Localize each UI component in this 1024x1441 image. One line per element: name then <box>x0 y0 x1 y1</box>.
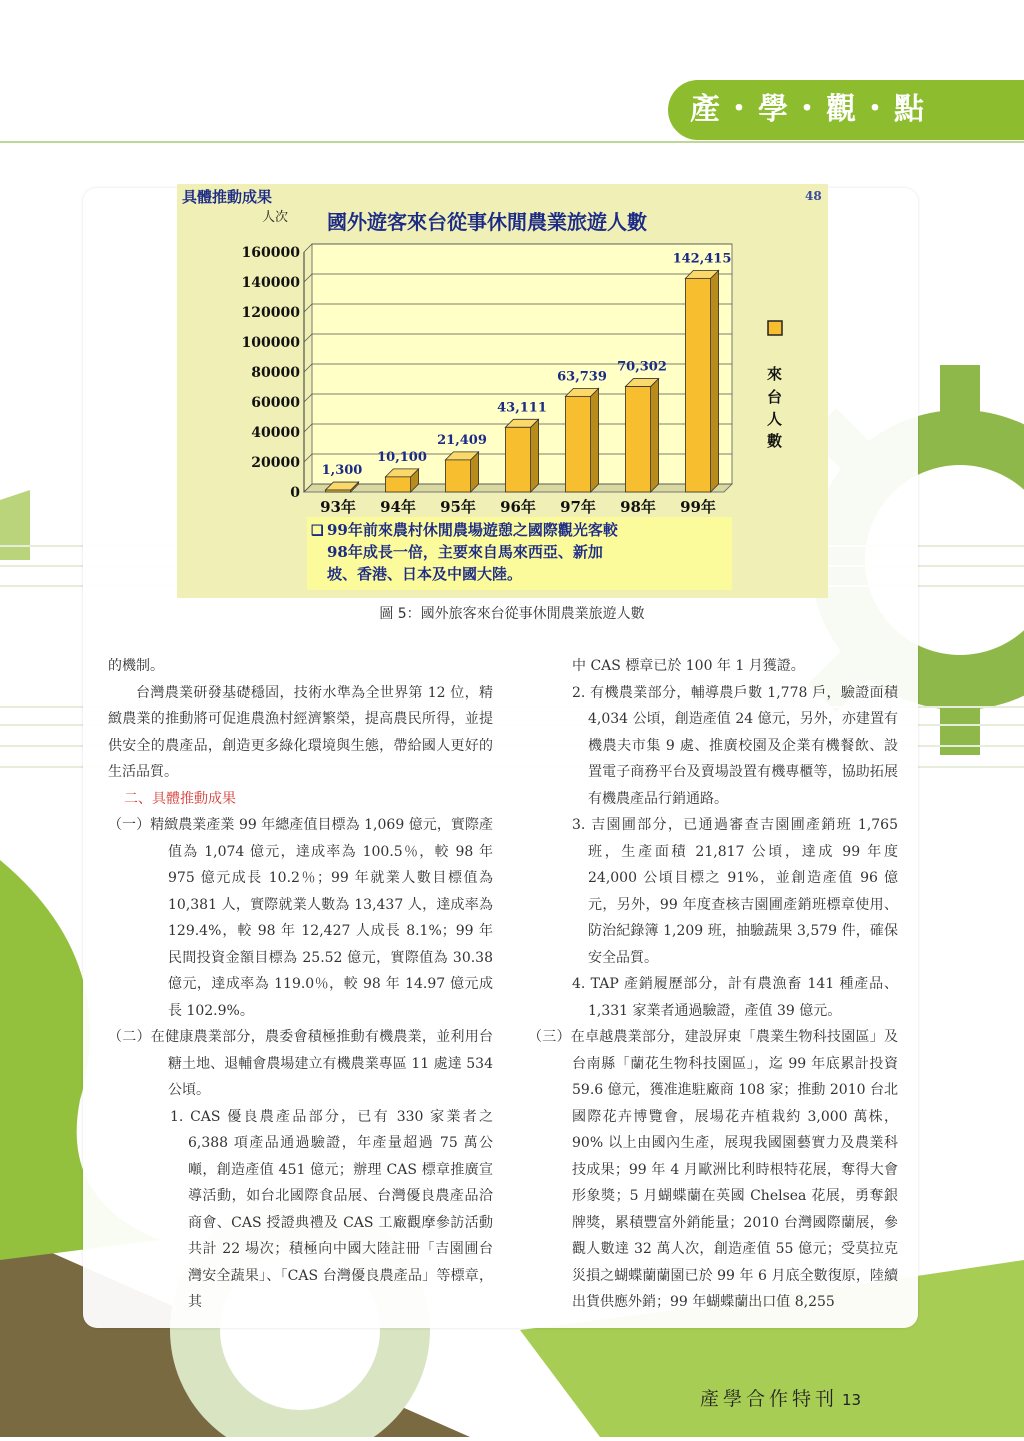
bar-chart <box>177 184 828 598</box>
x-tick-label: 98年 <box>620 498 656 516</box>
y-tick-label: 100000 <box>241 335 300 351</box>
publication-name: 產學合作特刊 <box>700 1388 839 1410</box>
y-tick-label: 120000 <box>241 305 300 321</box>
data-label: 21,409 <box>437 432 487 448</box>
bar <box>505 427 530 492</box>
section-heading: 二、具體推動成果 <box>124 790 236 807</box>
bar <box>385 477 410 492</box>
x-tick-label: 94年 <box>380 498 416 516</box>
paragraph: 中 CAS 標章已於 100 年 1 月獲證。 <box>572 658 805 674</box>
y-tick-label: 20000 <box>251 455 300 471</box>
note-bullet: ❑ <box>311 523 324 539</box>
chart-title: 國外遊客來台從事休閒農業旅遊人數 <box>327 210 647 234</box>
right-column <box>528 653 898 1316</box>
note-box <box>307 517 732 590</box>
list-item: 2. 有機農業部分，輔導農戶數 1,778 戶，驗證面積 4,034 公頃，創造產值 24 億元，另外，亦建置有機農夫市集 9 處、推廣校園及企業有機餐飲、設置電子商務平台及賣場設置有機專櫃等，協助拓展有機農產品行銷通路。 <box>572 684 898 807</box>
legend-char-0: 來 <box>767 365 783 383</box>
page-footer <box>700 1384 861 1408</box>
x-tick-label: 99年 <box>680 498 716 516</box>
section-title-tab: 產・學・觀・點 <box>668 80 1024 140</box>
y-tick-label: 40000 <box>251 425 300 441</box>
legend-swatch <box>768 321 782 335</box>
chart-figure <box>177 184 828 598</box>
slide-number: 48 <box>805 189 822 203</box>
unit-label: 人次 <box>262 210 289 225</box>
note-line-3: 坡、香港、日本及中國大陸。 <box>327 565 523 583</box>
bar-side <box>531 419 539 492</box>
left-column <box>108 653 493 1316</box>
bar <box>685 278 710 492</box>
data-label: 142,415 <box>672 251 732 267</box>
legend-char-1: 台 <box>767 388 783 406</box>
legend-char-3: 數 <box>767 432 783 450</box>
list-item: 4. TAP 產銷履歷部分，計有農漁畜 141 種產品、1,331 家業者通過驗證，產值 39 億元。 <box>572 976 898 1019</box>
bar <box>325 490 350 492</box>
y-tick-label: 80000 <box>251 365 300 381</box>
x-tick-label: 97年 <box>560 498 596 516</box>
list-item: （二）在健康農業部分，農委會積極推動有機農業，並利用台糖土地、退輔會農場建立有機農業專區 11 處達 534 公頃。 <box>108 1029 493 1098</box>
x-tick-label: 96年 <box>500 498 536 516</box>
data-label: 1,300 <box>321 463 363 479</box>
y-tick-label: 140000 <box>241 275 300 291</box>
plot-area <box>242 244 732 516</box>
x-tick-label: 93年 <box>320 498 356 516</box>
data-label: 63,739 <box>557 369 607 385</box>
corner-heading: 具體推動成果 <box>182 188 273 206</box>
legend-char-2: 人 <box>767 410 783 428</box>
y-tick-label: 160000 <box>241 245 300 261</box>
page-number: 13 <box>842 1391 862 1409</box>
data-label: 10,100 <box>377 449 427 465</box>
data-label: 70,302 <box>617 359 667 375</box>
list-item: 1. CAS 優良農產品部分，已有 330 家業者之 6,388 項產品通過驗證，年產量超過 75 萬公噸，創造產值 451 億元；辦理 CAS 標章推廣宣導活動，如台北國際食品展、台灣優良農產品洽商會、CAS 授證典禮及 CAS 工廠觀摩參訪活動共計 22 場次；積極向中國大陸註冊「吉園圃台灣安全蔬果」、「CAS 台灣優良農產品」等標章，其 <box>170 1108 493 1310</box>
paragraph: 台灣農業研發基礎穩固，技術水準為全世界第 12 位，精緻農業的推動將可促進農漁村經濟繁榮，提高農民所得，並提供安全的農產品，創造更多綠化環境與生態，帶給國人更好的生活品質。 <box>108 684 493 780</box>
paragraph: 的機制。 <box>108 658 164 674</box>
bar <box>445 460 470 492</box>
header-rule <box>0 141 1024 143</box>
y-tick-label: 60000 <box>251 395 300 411</box>
y-tick-label: 0 <box>290 485 300 501</box>
list-item: （三）在卓越農業部分，建設屏東「農業生物科技園區」及台南縣「蘭花生物科技園區」，迄 99 年底累計投資 59.6 億元，獲准進駐廠商 108 家；推動 2010 台北國際花卉博覽會，展場花卉植栽約 3,000 萬株，90% 以上由國內生產，展現我國園藝實力及農業科技成果；99 年 4 月歐洲比利時根特花展，奪得大會形象獎；5 月蝴蝶蘭在英國 Chelsea 花展，勇奪銀牌獎，累積豐富外銷能量；2010 台灣國際蘭展，參觀人數達 32 萬人次，創造產值 55 億元；受莫拉克災損之蝴蝶蘭蘭園已於 99 年 6 月底全數復原，陸續出貨供應外銷；99 年蝴蝶蘭出口值 8,255 <box>528 1029 898 1310</box>
bar-side <box>651 379 659 492</box>
note-line-1: 99年前來農村休閒農場遊憩之國際觀光客較 <box>327 521 618 539</box>
data-label: 43,111 <box>497 400 547 416</box>
bar-side <box>711 270 719 492</box>
note-line-2: 98年成長一倍，主要來自馬來西亞、新加 <box>327 543 603 561</box>
list-item: 3. 吉園圃部分，已通過審查吉園圃產銷班 1,765 班，生產面積 21,817 公頃，達成 99 年度 24,000 公頃目標之 91%，並創造產值 96 億元，另外，99 年度查核吉園圃產銷班標章使用、防治紀錄簿 1,209 班，抽驗蔬果 3,579 件，確保安全品質。 <box>572 817 898 966</box>
bar-side <box>591 388 599 492</box>
figure-caption: 圖 5：國外旅客來台從事休閒農業旅遊人數 <box>379 606 645 622</box>
x-tick-label: 95年 <box>440 498 476 516</box>
list-item: （一）精緻農業產業 99 年總產值目標為 1,069 億元，實際產值為 1,074 億元，達成率為 100.5％，較 98 年 975 億元成長 10.2％；99 年就業人數目標值為 10,381 人，實際就業人數為 13,437 人，達成率為 129.4%，較 98 年 12,427 人成長 8.1%；99 年民間投資金額目標為 25.52 億元，實際值為 30.38 億元，達成率為 119.0％，較 98 年 14.97 億元成長 102.9%。 <box>108 817 493 1019</box>
bar <box>625 387 650 492</box>
bar <box>565 396 590 492</box>
